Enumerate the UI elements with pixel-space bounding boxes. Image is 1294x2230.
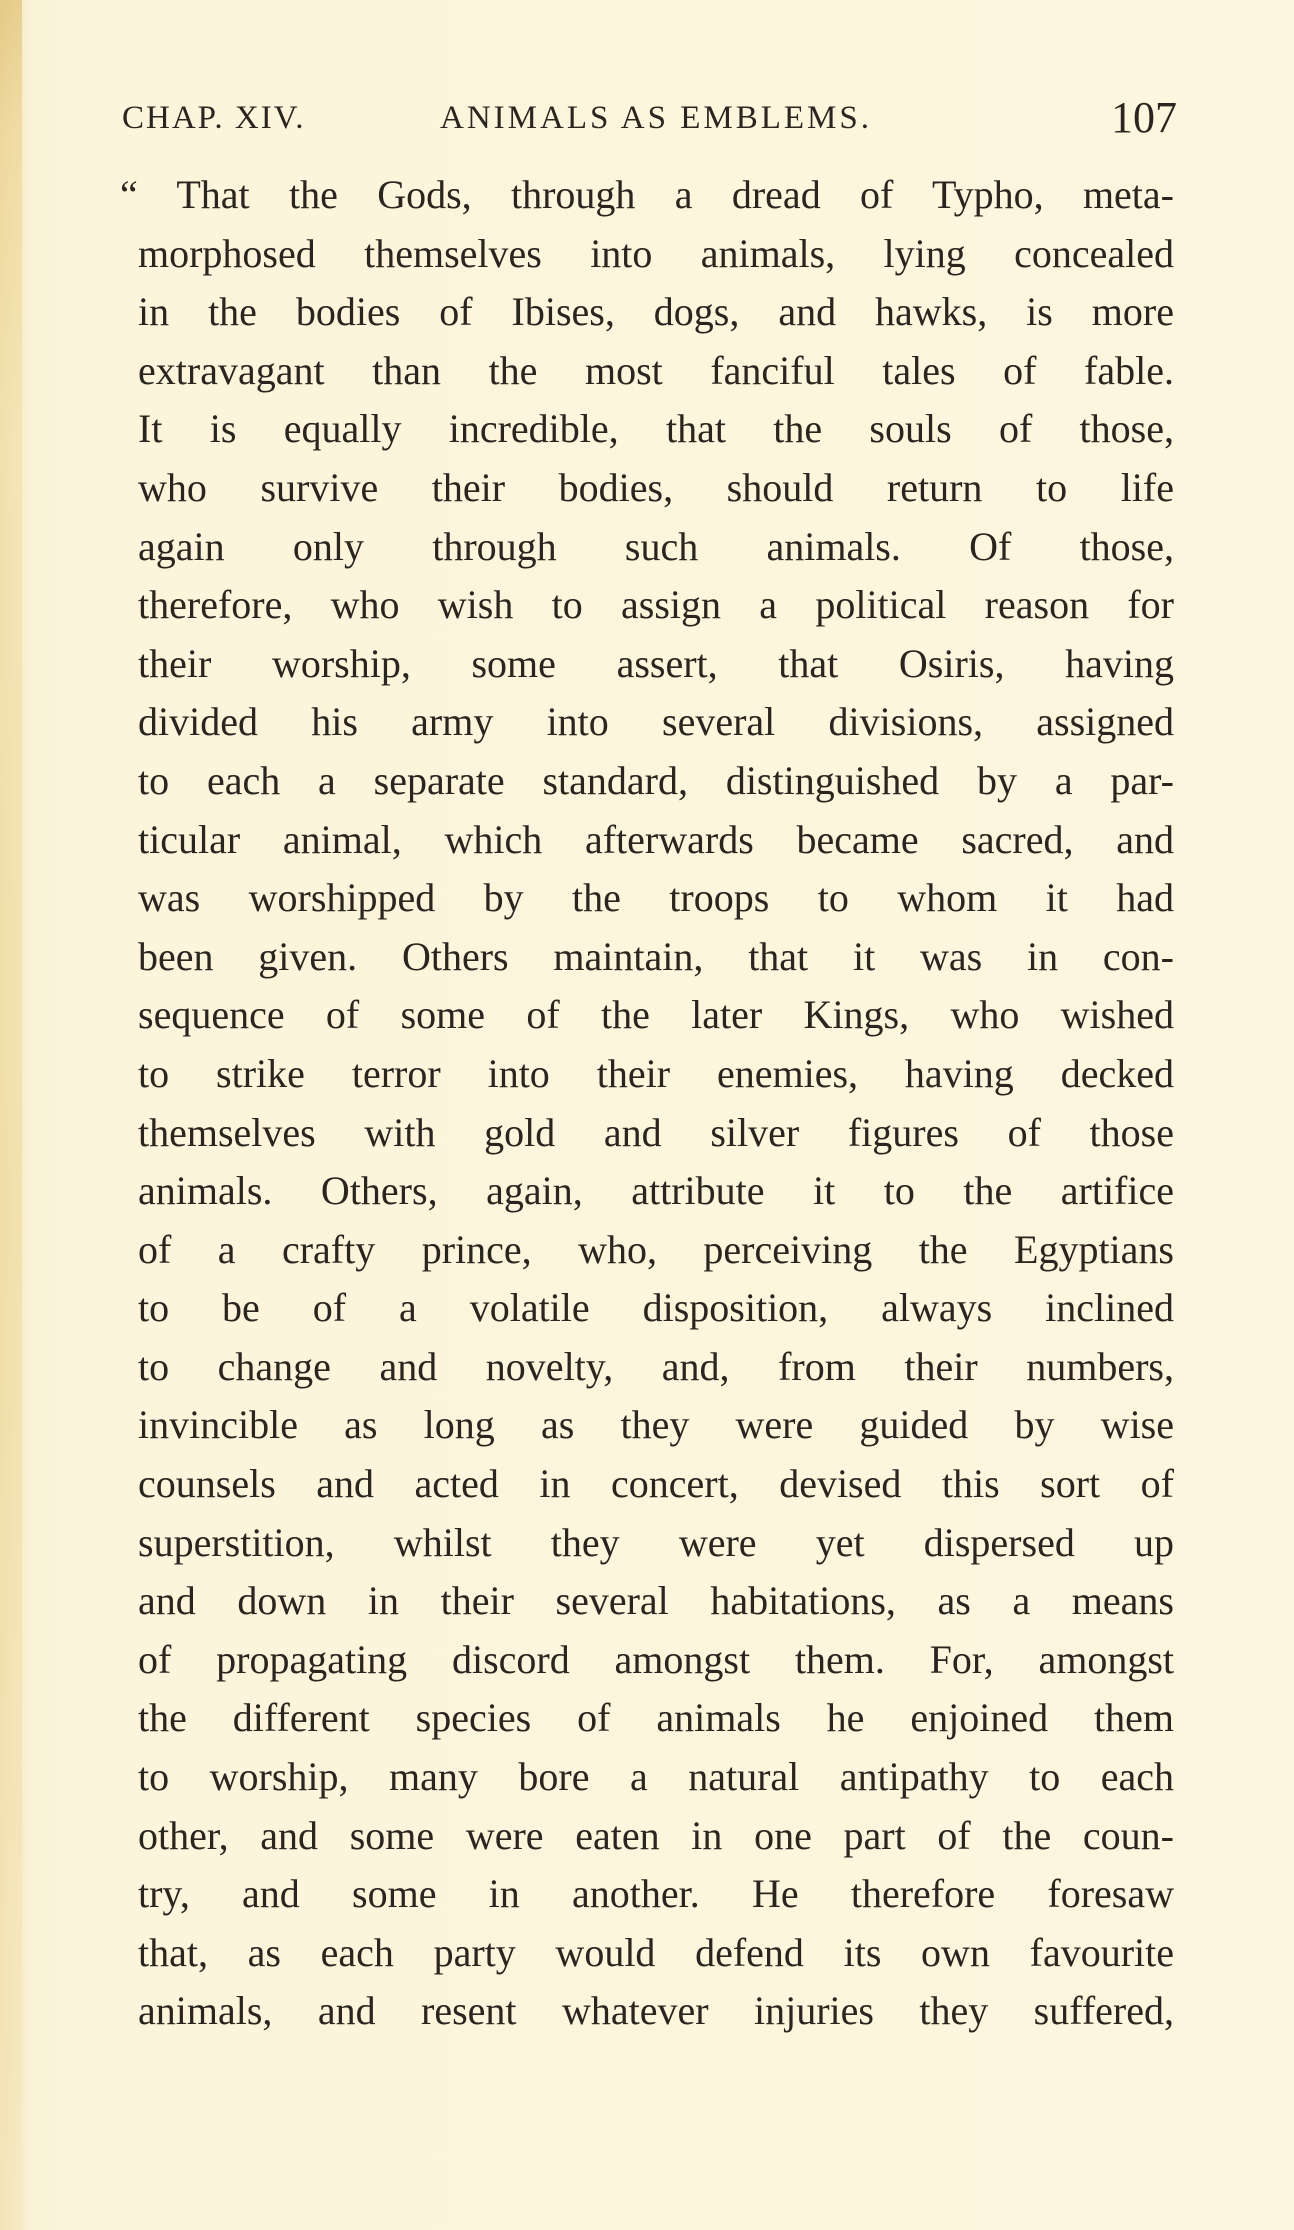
text-line: therefore, who wish to assign a political reason for xyxy=(138,582,1174,628)
body-text xyxy=(120,166,1174,2041)
text-line: animals, and resent whatever injuries they suffered, xyxy=(138,1988,1174,2034)
text-line: sequence of some of the later Kings, who wished xyxy=(138,992,1174,1038)
text-line: to be of a volatile disposition, always inclined xyxy=(138,1285,1174,1331)
text-line: been given. Others maintain, that it was in con- xyxy=(138,933,1174,979)
text-line: try, and some in another. He therefore foresaw xyxy=(138,1871,1174,1917)
text-line: counsels and acted in concert, devised this sort of xyxy=(138,1461,1174,1507)
text-line: other, and some were eaten in one part of the coun- xyxy=(138,1812,1174,1858)
text-line: of a crafty prince, who, perceiving the Egyptians xyxy=(138,1226,1174,1272)
text-line: “ That the Gods, through a dread of Typho, meta- xyxy=(120,172,1174,217)
text-line: again only through such animals. Of those, xyxy=(138,523,1174,569)
text-line: morphosed themselves into animals, lying concealed xyxy=(138,230,1174,276)
running-title: ANIMALS AS EMBLEMS. xyxy=(440,100,872,136)
text-line: that, as each party would defend its own favourite xyxy=(138,1929,1174,1975)
text-line: to worship, many bore a natural antipathy to each xyxy=(138,1754,1174,1800)
text-line: was worshipped by the troops to whom it had xyxy=(138,875,1174,921)
text-line: ticular animal, which afterwards became sacred, and xyxy=(138,816,1174,862)
text-line: of propagating discord amongst them. For, amongst xyxy=(138,1636,1174,1682)
text-line: the different species of animals he enjoined them xyxy=(138,1695,1174,1741)
text-line: and down in their several habitations, as a means xyxy=(138,1578,1174,1624)
text-line: divided his army into several divisions, assigned xyxy=(138,699,1174,745)
text-line: to each a separate standard, distinguished by a par- xyxy=(138,757,1174,803)
text-line: extravagant than the most fanciful tales of fable. xyxy=(138,347,1174,393)
text-line: themselves with gold and silver figures of those xyxy=(138,1109,1174,1155)
running-header xyxy=(122,92,1177,152)
text-line: animals. Others, again, attribute it to the artifice xyxy=(138,1168,1174,1214)
text-line: to strike terror into their enemies, having decked xyxy=(138,1050,1174,1096)
chapter-label: CHAP. XIV. xyxy=(122,100,306,136)
text-line: It is equally incredible, that the souls of those, xyxy=(138,406,1174,452)
text-line: superstition, whilst they were yet dispersed up xyxy=(138,1519,1174,1565)
text-line: to change and novelty, and, from their numbers, xyxy=(138,1343,1174,1389)
text-line: who survive their bodies, should return to life xyxy=(138,464,1174,510)
text-line: invincible as long as they were guided by wise xyxy=(138,1402,1174,1448)
text-line: their worship, some assert, that Osiris, having xyxy=(138,640,1174,686)
page-number: 107 xyxy=(1111,93,1177,142)
text-line: in the bodies of Ibises, dogs, and hawks, is more xyxy=(138,289,1174,335)
page-edge-stain xyxy=(0,0,22,2230)
